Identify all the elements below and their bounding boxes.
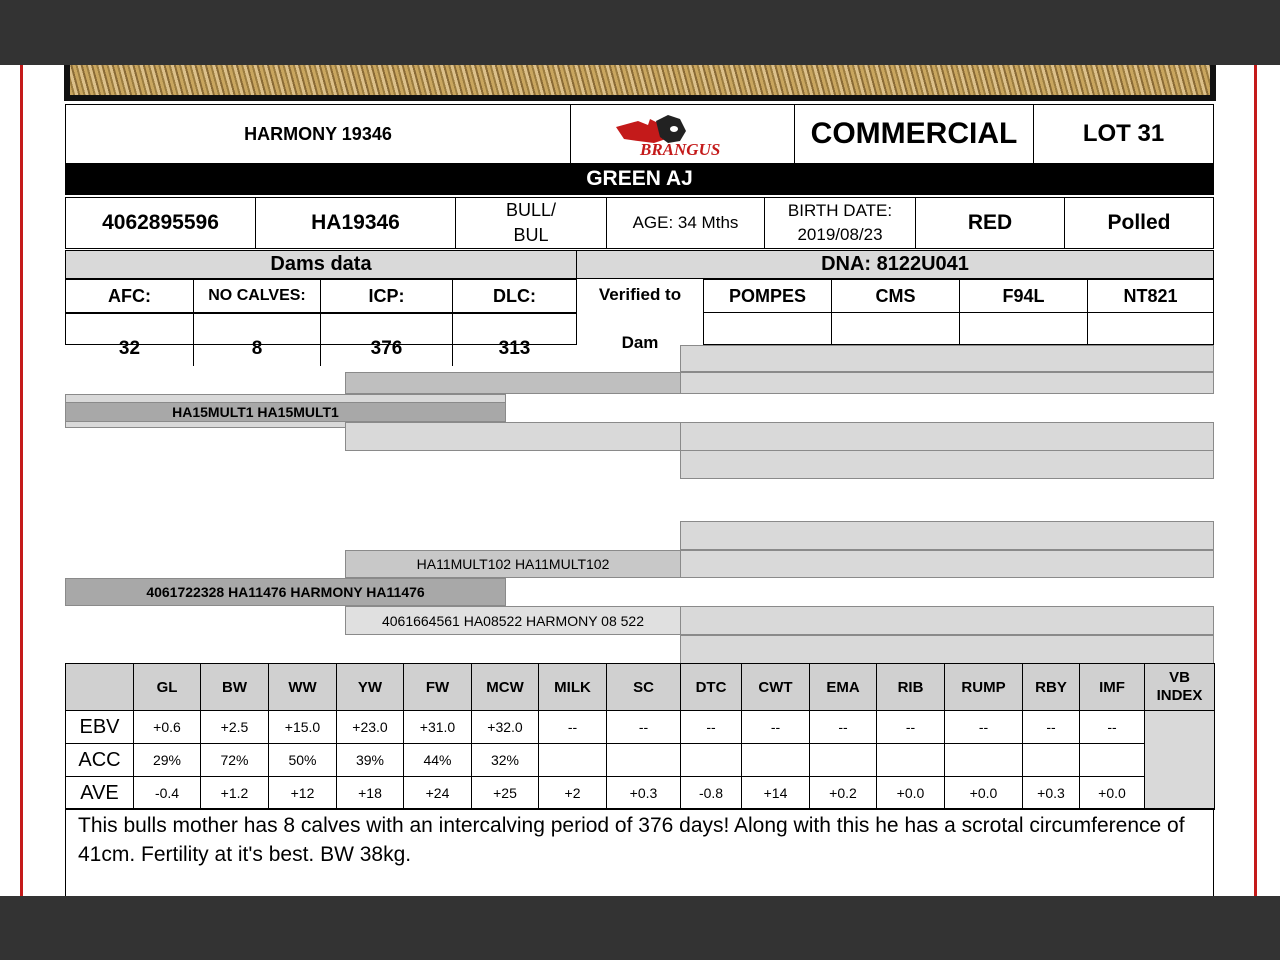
column-header: BW [201,664,269,711]
pedigree-blank [680,422,1214,451]
birth-date-cell [764,197,916,249]
column-header: RUMP [945,664,1023,711]
breeder-name: GREEN AJ [65,163,1214,195]
age: AGE: 34 Mths [606,197,765,249]
table-cell: -- [877,711,945,744]
table-cell: +0.0 [877,777,945,810]
table-cell: +12 [269,777,337,810]
no-calves-value: 8 [251,338,263,359]
table-cell: +14 [742,777,810,810]
bottom-bar [0,896,1280,960]
bull-logo-icon [608,109,758,159]
table-cell: -0.4 [134,777,201,810]
column-header: EMA [810,664,877,711]
bull-photo-strip [64,65,1216,101]
table-cell: 29% [134,744,201,777]
divider [320,313,321,366]
birth-date: 2019/08/23 [797,225,883,244]
cms-header: CMS [831,279,960,313]
column-header: IMF [1080,664,1145,711]
vb-line1: VB [1169,669,1190,686]
f94l-header: F94L [959,279,1088,313]
verified-line2: Dam [621,333,659,352]
pedigree-blank [680,635,1214,664]
sex-cell [455,197,607,249]
table-cell: 72% [201,744,269,777]
table-cell: -- [1080,711,1145,744]
row-label: EBV [66,711,134,744]
table-cell: +15.0 [269,711,337,744]
column-header [66,664,134,711]
pedigree-blank [345,372,681,394]
dlc-value: 313 [498,338,531,359]
table-cell [1080,744,1145,777]
sex-line1: BULL/ [505,200,557,220]
row-label: AVE [66,777,134,810]
table-cell: -- [810,711,877,744]
table-cell: -- [681,711,742,744]
nt821-header: NT821 [1087,279,1214,313]
table-cell: 39% [337,744,404,777]
table-cell: +32.0 [472,711,539,744]
table-cell: +2 [539,777,607,810]
dam-sire-pedigree: HA11MULT102 HA11MULT102 [345,550,681,578]
lot-number: LOT 31 [1033,104,1214,164]
vb-index-header [1145,664,1215,711]
column-header: CWT [742,664,810,711]
ebv-header-row [66,664,1215,711]
table-row [66,777,1215,810]
table-cell: +0.3 [607,777,681,810]
afc-value: 32 [118,338,141,359]
table-cell [810,744,877,777]
table-cell [607,744,681,777]
pedigree-blank [680,606,1214,635]
animal-name: HARMONY 19346 [65,104,571,164]
dna-title: DNA: 8122U041 [576,250,1214,279]
table-cell: 32% [472,744,539,777]
color: RED [915,197,1065,249]
pedigree-blank [680,345,1214,372]
pedigree-blank [680,450,1214,479]
animal-id: 4062895596 [65,197,256,249]
table-cell: -- [742,711,810,744]
table-cell [681,744,742,777]
category-label: COMMERCIAL [794,104,1034,164]
table-cell [945,744,1023,777]
table-cell [742,744,810,777]
table-cell: -- [1023,711,1080,744]
column-header: MCW [472,664,539,711]
no-calves-header: NO CALVES: [193,279,321,313]
birth-date-label: BIRTH DATE: [787,201,893,220]
column-header: GL [134,664,201,711]
column-header: DTC [681,664,742,711]
table-cell: -0.8 [681,777,742,810]
table-cell: +0.0 [1080,777,1145,810]
verified-line1: Verified to [598,285,682,304]
table-cell: +23.0 [337,711,404,744]
table-cell [877,744,945,777]
icp-header: ICP: [320,279,453,313]
divider [193,313,194,366]
afc-header: AFC: [65,279,194,313]
column-header: RBY [1023,664,1080,711]
brangus-logo [570,104,795,164]
table-cell: +1.2 [201,777,269,810]
logo-text: BRANGUS [639,140,720,159]
dlc-header: DLC: [452,279,577,313]
left-border [20,65,23,896]
dam-pedigree: 4061722328 HA11476 HARMONY HA11476 [65,578,506,606]
table-cell: -- [539,711,607,744]
column-header: MILK [539,664,607,711]
pedigree-blank [680,521,1214,550]
registration-number: HA19346 [255,197,456,249]
pedigree-blank [345,422,681,451]
pompes-header: POMPES [703,279,832,313]
table-cell: +25 [472,777,539,810]
table-cell: +2.5 [201,711,269,744]
column-header: YW [337,664,404,711]
table-cell: +0.3 [1023,777,1080,810]
divider [452,313,453,366]
column-header: WW [269,664,337,711]
row-label: ACC [66,744,134,777]
table-cell [539,744,607,777]
dams-data-title: Dams data [65,250,577,279]
column-header: FW [404,664,472,711]
ebv-table [65,663,1215,810]
table-row [66,711,1215,744]
pedigree-blank [680,372,1214,394]
comments-text: This bulls mother has 8 calves with an intercalving period of 376 days! Along with this he has a scrotal circumference of 41cm. Fertility at it's best. BW 38kg. [65,808,1214,896]
table-cell: -- [607,711,681,744]
icp-value: 376 [370,338,403,359]
vb-line2: INDEX [1156,687,1203,704]
table-cell: +31.0 [404,711,472,744]
dam-dam-pedigree: 4061664561 HA08522 HARMONY 08 522 [345,606,681,635]
table-row [66,744,1215,777]
column-header: SC [607,664,681,711]
column-header: RIB [877,664,945,711]
table-cell: +0.0 [945,777,1023,810]
table-cell: -- [945,711,1023,744]
sire-pedigree: HA15MULT1 HA15MULT1 [65,402,506,422]
table-cell: 44% [404,744,472,777]
top-bar [0,0,1280,65]
table-cell: 50% [269,744,337,777]
right-border [1254,65,1257,896]
vb-index-value [1145,711,1215,810]
table-cell: +24 [404,777,472,810]
table-cell: +0.6 [134,711,201,744]
horn-status: Polled [1064,197,1214,249]
table-cell: +0.2 [810,777,877,810]
pedigree-blank [680,550,1214,578]
table-cell [1023,744,1080,777]
sex-line2: BUL [513,225,549,245]
table-cell: +18 [337,777,404,810]
